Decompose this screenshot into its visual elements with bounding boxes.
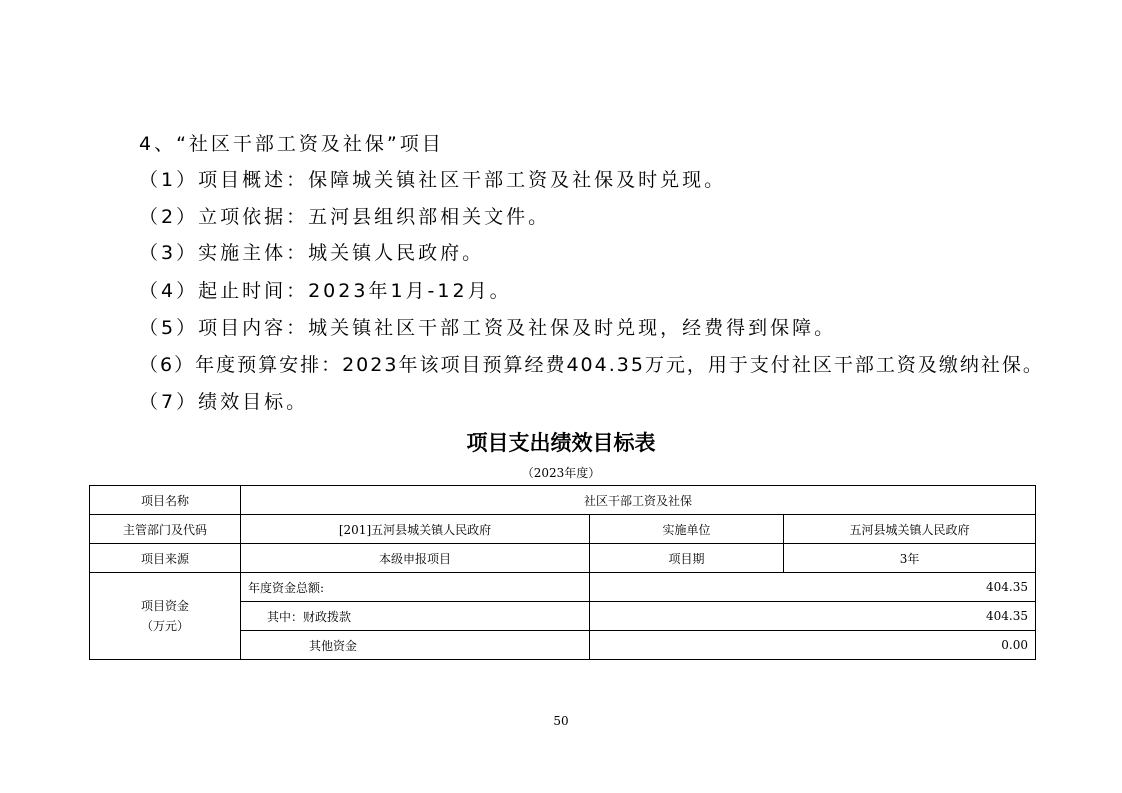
paragraph-content: （5）项目内容：城关镇社区干部工资及社保及时兑现，经费得到保障。: [139, 317, 837, 339]
dept-label: 主管部门及代码: [90, 515, 241, 544]
paragraph-goals: （7）绩效目标。: [139, 391, 309, 413]
dept-value: [201]五河县城关镇人民政府: [241, 515, 590, 544]
project-name-label: 项目名称: [90, 486, 241, 515]
other-funds-value: 0.00: [590, 631, 1036, 660]
period-label: 项目期: [590, 544, 784, 573]
section-heading: 4、“社区干部工资及社保”项目: [139, 133, 444, 155]
paragraph-subject: （3）实施主体：城关镇人民政府。: [139, 242, 485, 264]
paragraph-basis: （2）立项依据：五河县组织部相关文件。: [139, 206, 551, 228]
performance-goal-table: [89, 485, 1036, 660]
table-title: 项目支出绩效目标表: [466, 431, 656, 455]
funds-label-cell: [90, 573, 241, 660]
table-row: [90, 573, 1036, 602]
table-row: [90, 544, 1036, 573]
total-funds-value: 404.35: [590, 573, 1036, 602]
funds-unit: （万元）: [140, 619, 189, 633]
project-name-value: 社区干部工资及社保: [241, 486, 1036, 515]
paragraph-budget: （6）年度预算安排：2023年该项目预算经费404.35万元，用于支付社区干部工资及缴纳社保。: [139, 354, 1044, 376]
total-funds-label: 年度资金总额:: [241, 573, 590, 602]
funds-label: 项目资金: [140, 599, 189, 613]
fiscal-funds-label: 其中：财政拨款: [241, 602, 590, 631]
table-row: [90, 486, 1036, 515]
table-subtitle: （2023年度）: [521, 466, 601, 480]
source-value: 本级申报项目: [241, 544, 590, 573]
unit-label: 实施单位: [590, 515, 784, 544]
source-label: 项目来源: [90, 544, 241, 573]
period-value: 3年: [784, 544, 1036, 573]
table-row: [90, 515, 1036, 544]
unit-value: 五河县城关镇人民政府: [784, 515, 1036, 544]
page-number: 50: [553, 714, 569, 728]
fiscal-funds-value: 404.35: [590, 602, 1036, 631]
paragraph-period: （4）起止时间：2023年1月-12月。: [139, 280, 512, 302]
other-funds-label: 其他资金: [241, 631, 590, 660]
paragraph-overview: （1）项目概述：保障城关镇社区干部工资及社保及时兑现。: [139, 169, 727, 191]
